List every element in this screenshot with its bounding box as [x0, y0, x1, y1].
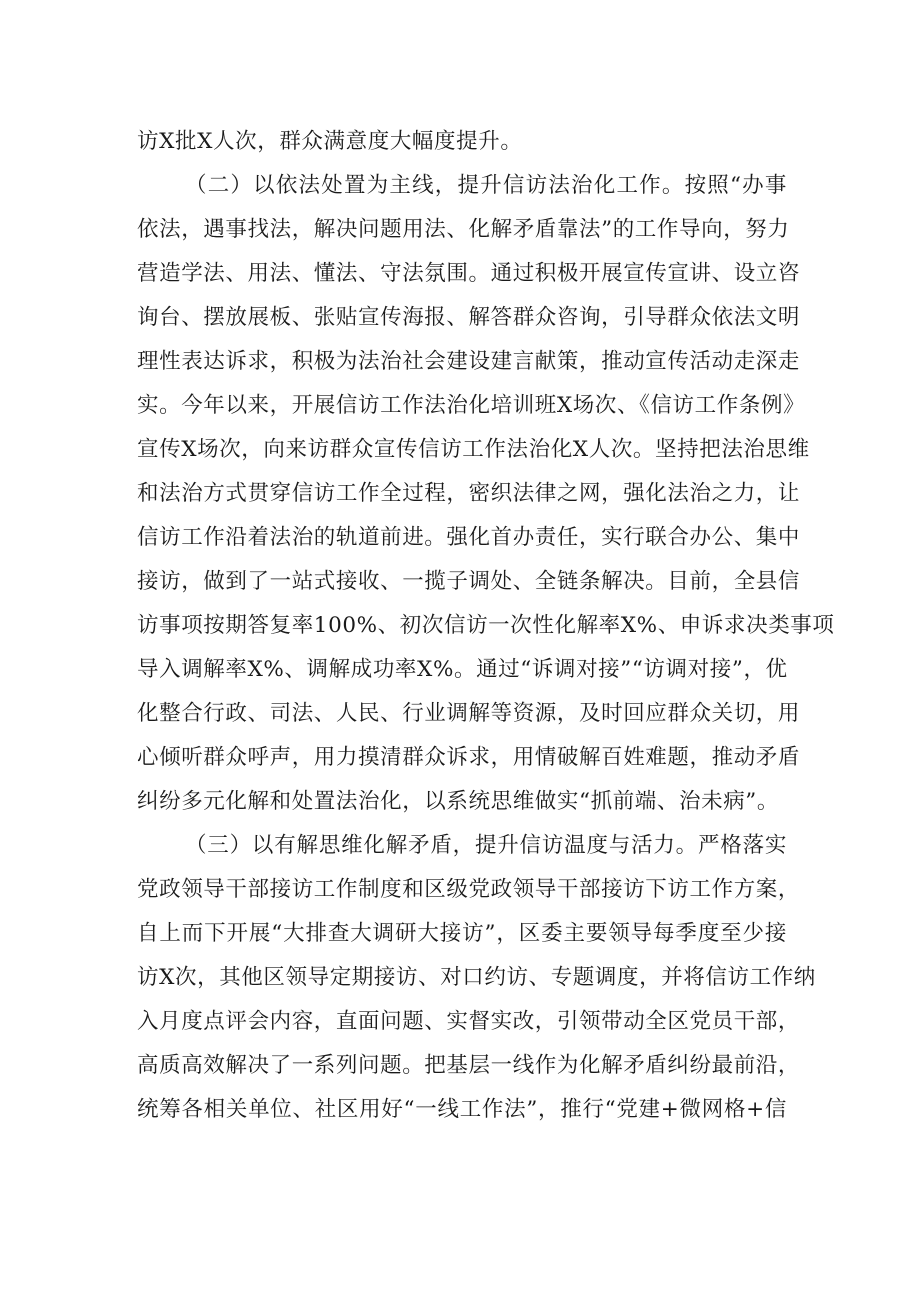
text-line: 统筹各相关单位、社区用好“一线工作法”，推行“党建+微网格+信 — [137, 1097, 787, 1122]
text-line: 访X批X人次，群众满意度大幅度提升。 — [137, 129, 523, 154]
text-line: 导入调解率X%、调解成功率X%。通过“诉调对接”“访调对接”，优 — [137, 657, 788, 682]
text-line: 实。今年以来，开展信访工作法治化培训班X场次、《信访工作条例》 — [137, 393, 806, 418]
text-line: 心倾听群众呼声，用力摸清群众诉求，用情破解百姓难题，推动矛盾 — [137, 745, 801, 770]
text-line: 信访工作沿着法治的轨道前进。强化首办责任，实行联合办公、集中 — [137, 525, 801, 550]
text-line: 党政领导干部接访工作制度和区级党政领导干部接访下访工作方案， — [137, 877, 801, 902]
text-line: 和法治方式贯穿信访工作全过程，密织法律之网，强化法治之力，让 — [137, 481, 801, 506]
text-line: 访事项按期答复率100%、初次信访一次性化解率X%、申诉求决类事项 — [137, 613, 835, 638]
text-line: 询台、摆放展板、张贴宣传海报、解答群众咨询，引导群众依法文明 — [137, 305, 801, 330]
text-line: 入月度点评会内容，直面问题、实督实改，引领带动全区党员干部， — [137, 1009, 801, 1034]
text-line: 宣传X场次，向来访群众宣传信访工作法治化X人次。坚持把法治思维 — [137, 437, 810, 462]
text-line: 访X次，其他区领导定期接访、对口约访、专题调度，并将信访工作纳 — [137, 965, 816, 990]
text-line: 理性表达诉求，积极为法治社会建设建言献策，推动宣传活动走深走 — [137, 349, 801, 374]
text-line: 自上而下开展“大排查大调研大接访”，区委主要领导每季度至少接 — [137, 921, 787, 946]
text-line: 营造学法、用法、懂法、守法氛围。通过积极开展宣传宣讲、设立咨 — [137, 261, 801, 286]
section-heading-line: （二）以依法处置为主线，提升信访法治化工作。按照“办事 — [185, 173, 787, 198]
text-line: 纠纷多元化解和处置法治化，以系统思维做实“抓前端、治未病”。 — [137, 789, 779, 814]
section-heading-line: （三）以有解思维化解矛盾，提升信访温度与活力。严格落实 — [185, 833, 787, 858]
text-line: 依法，遇事找法，解决问题用法、化解矛盾靠法”的工作导向，努力 — [137, 217, 790, 242]
text-line: 高质高效解决了一系列问题。把基层一线作为化解矛盾纠纷最前沿， — [137, 1053, 801, 1078]
text-line: 接访，做到了一站式接收、一揽子调处、全链条解决。目前，全县信 — [137, 569, 801, 594]
text-line: 化整合行政、司法、人民、行业调解等资源，及时回应群众关切，用 — [137, 701, 801, 726]
